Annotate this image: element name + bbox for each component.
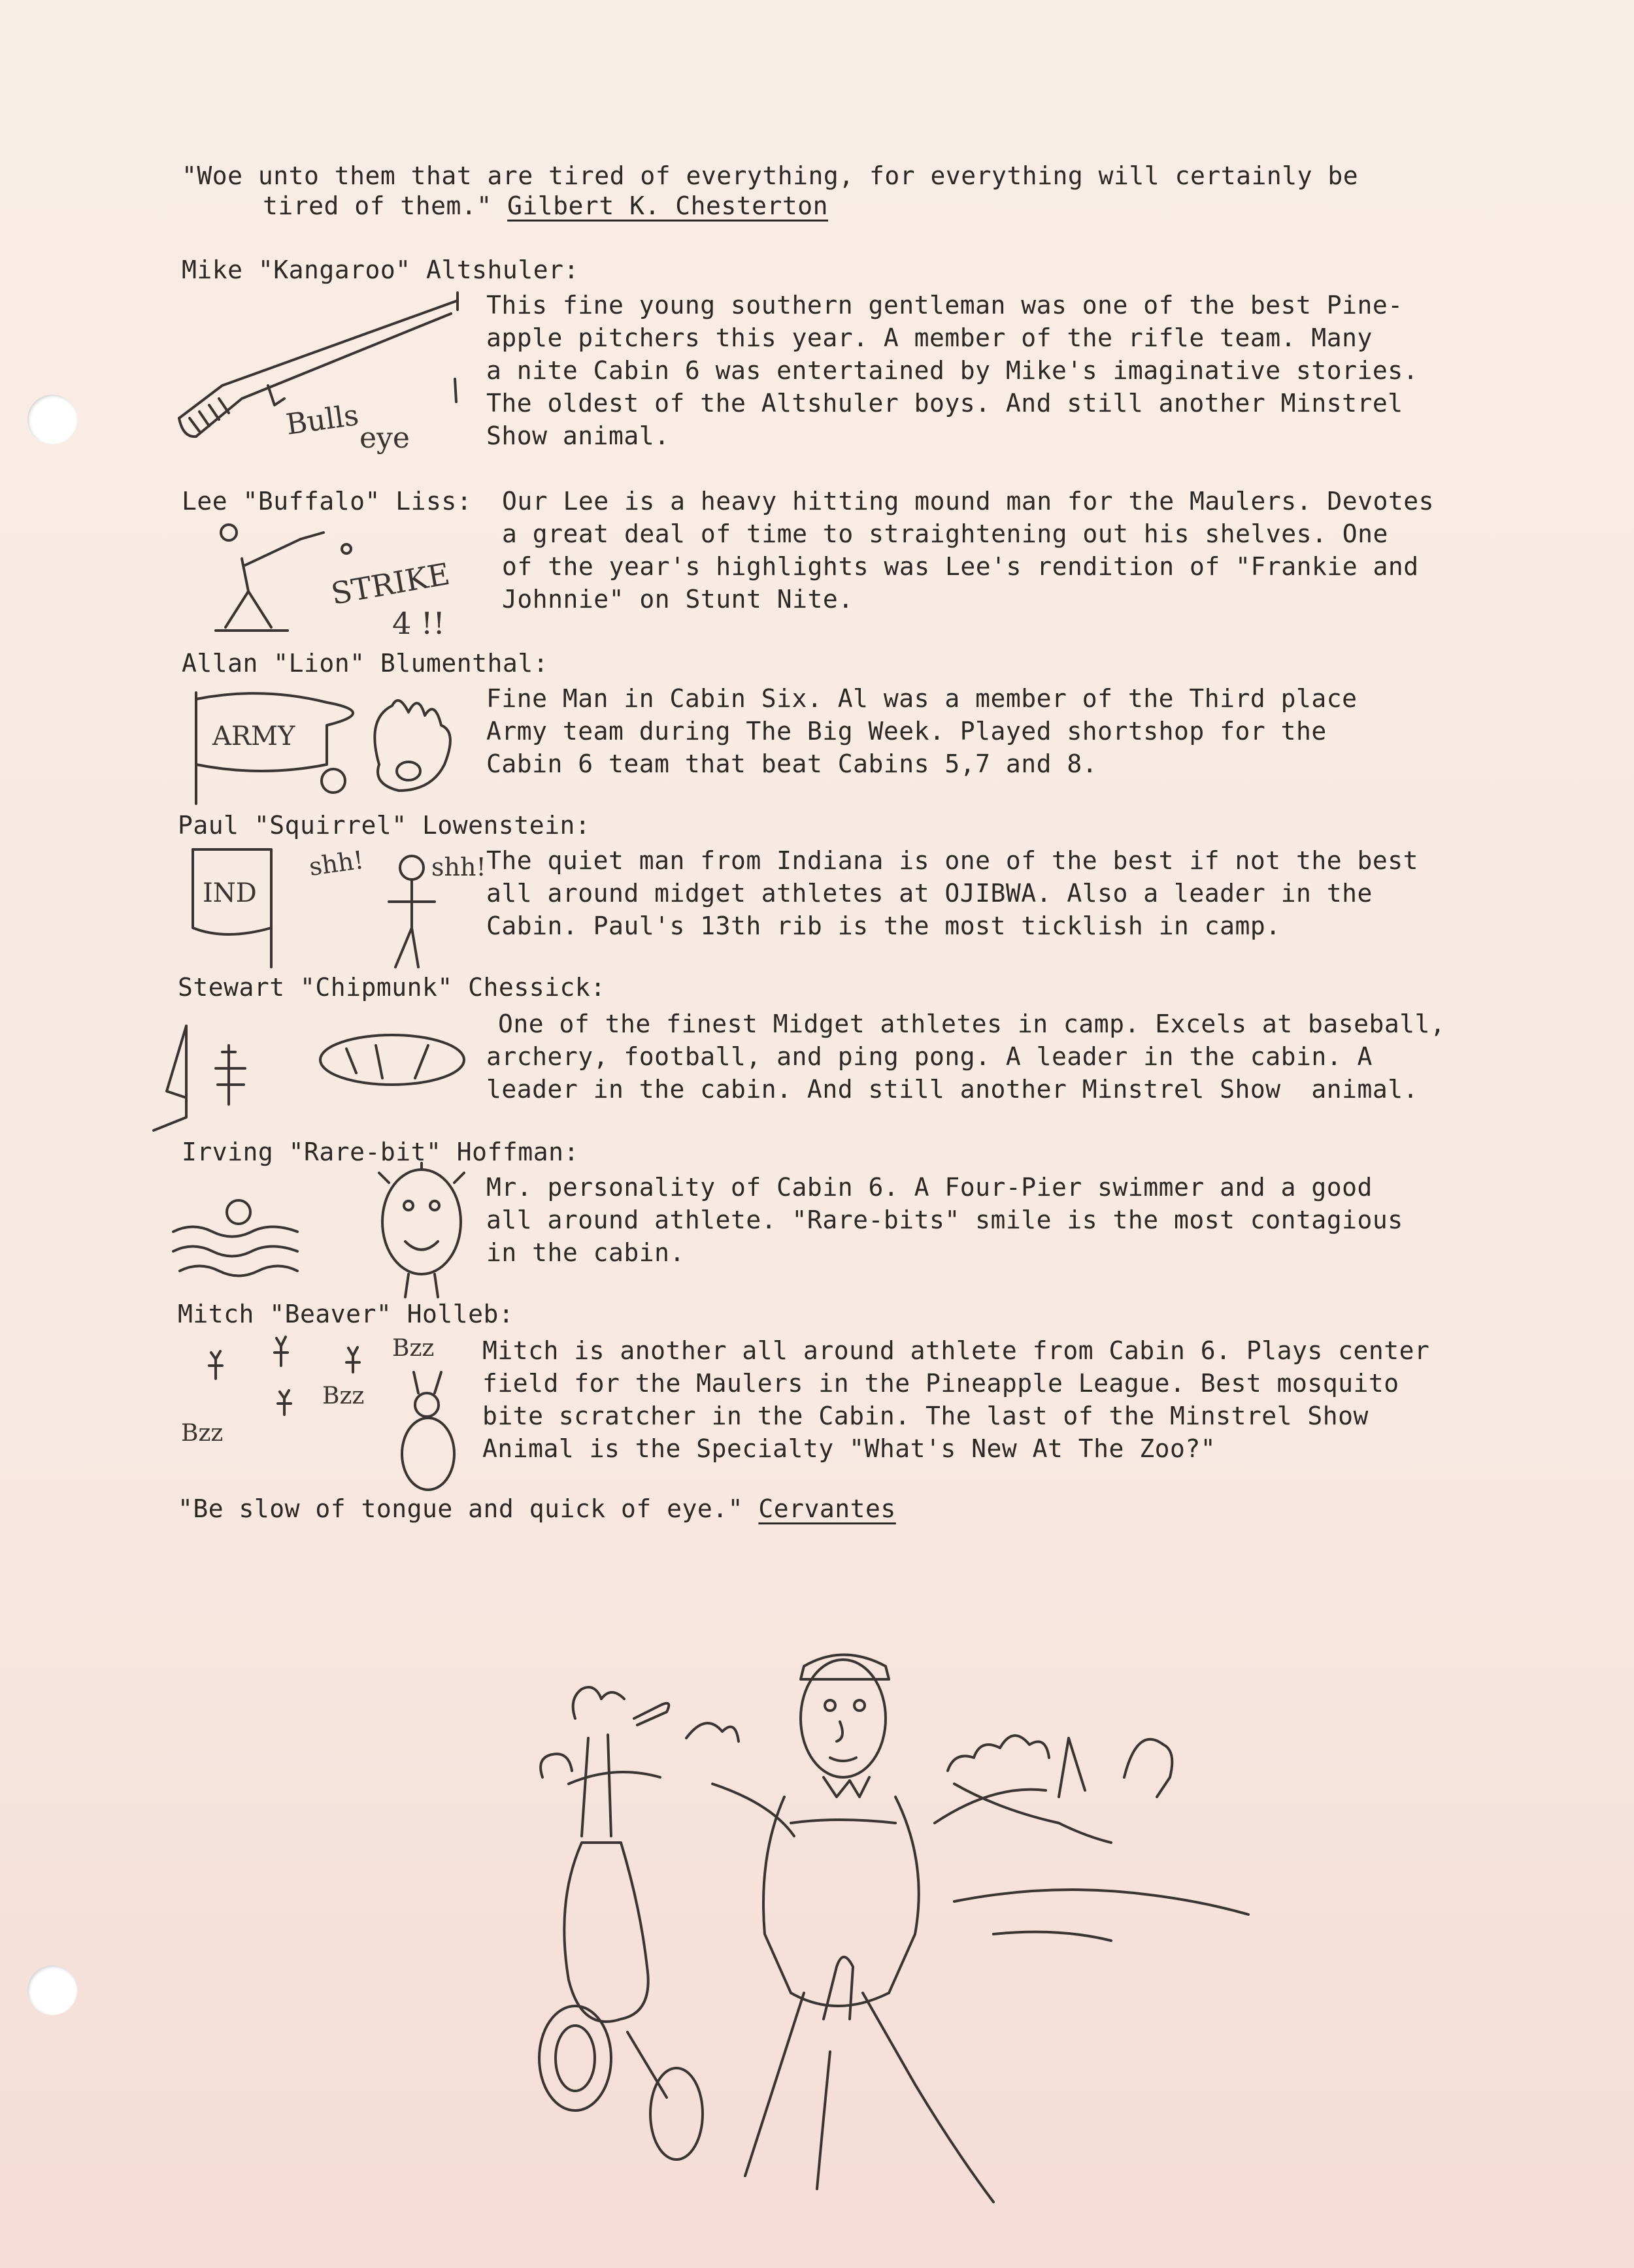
entry-line: field for the Maulers in the Pineapple League. Best mosquito bbox=[482, 1369, 1399, 1398]
eye-text: eye bbox=[359, 421, 410, 455]
top-quote-line-2 bbox=[263, 189, 828, 222]
entry-line: apple pitchers this year. A member of the rifle team. Many bbox=[486, 323, 1373, 352]
golf-caddie-illustration bbox=[497, 1627, 1268, 2254]
baseball-batter-doodle bbox=[209, 513, 484, 641]
top-quote-author: Gilbert K. Chesterton bbox=[507, 191, 828, 220]
bzz-text: Bzz bbox=[181, 1420, 224, 1447]
bzz-text: Bzz bbox=[392, 1335, 435, 1362]
entry-heading-stewart: Stewart "Chipmunk" Chessick: bbox=[178, 973, 606, 1002]
entry-line: archery, football, and ping pong. A leader in the cabin. A bbox=[486, 1042, 1373, 1071]
entry-line: leader in the cabin. And still another Minstrel Show animal. bbox=[486, 1075, 1419, 1104]
shh-right-text: shh! bbox=[431, 853, 486, 881]
entry-line: The oldest of the Altshuler boys. And still another Minstrel bbox=[486, 389, 1403, 418]
entry-line: Mitch is another all around athlete from Cabin 6. Plays center bbox=[482, 1336, 1430, 1365]
entry-heading-allan: Allan "Lion" Blumenthal: bbox=[182, 649, 549, 678]
entry-line: Our Lee is a heavy hitting mound man for the Maulers. Devotes bbox=[502, 487, 1435, 516]
binder-hole-top bbox=[27, 395, 77, 444]
entry-heading-mitch: Mitch "Beaver" Holleb: bbox=[178, 1300, 514, 1328]
top-quote-line-1: "Woe unto them that are tired of everything, for everything will certainly be bbox=[182, 161, 1359, 190]
entry-line: Johnnie" on Stunt Nite. bbox=[502, 585, 854, 614]
entry-line: all around midget athletes at OJIBWA. Also a leader in the bbox=[486, 879, 1373, 908]
shh-left-text: shh! bbox=[307, 845, 366, 881]
entry-line: in the cabin. bbox=[486, 1238, 685, 1267]
bottom-quote bbox=[178, 1492, 896, 1525]
entry-line: This fine young southern gentleman was one of the best Pine- bbox=[486, 291, 1403, 320]
army-flag-doodle bbox=[183, 680, 484, 810]
entry-line: all around athlete. "Rare-bits" smile is the most contagious bbox=[486, 1206, 1403, 1234]
entry-line: Show animal. bbox=[486, 421, 670, 450]
entry-line: of the year's highlights was Lee's rendition of "Frankie and bbox=[502, 552, 1419, 581]
binder-hole-bottom bbox=[27, 1965, 77, 2015]
sports-gear-doodle bbox=[141, 1019, 454, 1137]
entry-heading-paul: Paul "Squirrel" Lowenstein: bbox=[178, 811, 591, 840]
strike-text: STRIKE bbox=[328, 555, 453, 612]
entry-line: a great deal of time to straightening out his shelves. One bbox=[502, 519, 1388, 548]
top-quote-text: tired of them." bbox=[263, 191, 508, 220]
entry-line: Cabin. Paul's 13th rib is the most ticklish in camp. bbox=[486, 912, 1281, 940]
entry-line: Cabin 6 team that beat Cabins 5,7 and 8. bbox=[486, 749, 1098, 778]
mosquitoes-and-rabbit-doodle bbox=[173, 1333, 474, 1503]
indiana-and-figure-doodle bbox=[186, 836, 487, 974]
strike-four-text: 4 !! bbox=[392, 606, 445, 641]
entry-heading-mike: Mike "Kangaroo" Altshuler: bbox=[182, 255, 579, 284]
bzz-text: Bzz bbox=[322, 1383, 365, 1409]
entry-line: Army team during The Big Week. Played shortshop for the bbox=[486, 717, 1327, 746]
ind-text: IND bbox=[203, 878, 257, 908]
army-text: ARMY bbox=[212, 721, 295, 751]
entry-line: Fine Man in Cabin Six. Al was a member of the Third place bbox=[486, 684, 1358, 713]
bottom-quote-text: "Be slow of tongue and quick of eye." bbox=[178, 1494, 759, 1523]
bulls-text: Bulls bbox=[284, 398, 361, 442]
bottom-quote-author: Cervantes bbox=[758, 1494, 896, 1523]
entry-line: Animal is the Specialty "What's New At The Zoo?" bbox=[482, 1434, 1216, 1463]
entry-line: bite scratcher in the Cabin. The last of the Minstrel Show bbox=[482, 1402, 1369, 1430]
entry-line: The quiet man from Indiana is one of the best if not the best bbox=[486, 846, 1419, 875]
swimmer-and-smiley-doodle bbox=[167, 1170, 474, 1300]
entry-line: One of the finest Midget athletes in camp. Excels at baseball, bbox=[498, 1010, 1446, 1038]
entry-heading-lee: Lee "Buffalo" Liss: bbox=[182, 487, 473, 516]
entry-line: Mr. personality of Cabin 6. A Four-Pier swimmer and a good bbox=[486, 1173, 1373, 1202]
rifle-doodle bbox=[170, 288, 471, 455]
entry-heading-irving: Irving "Rare-bit" Hoffman: bbox=[182, 1138, 579, 1166]
entry-line: a nite Cabin 6 was entertained by Mike's imaginative stories. bbox=[486, 356, 1419, 385]
